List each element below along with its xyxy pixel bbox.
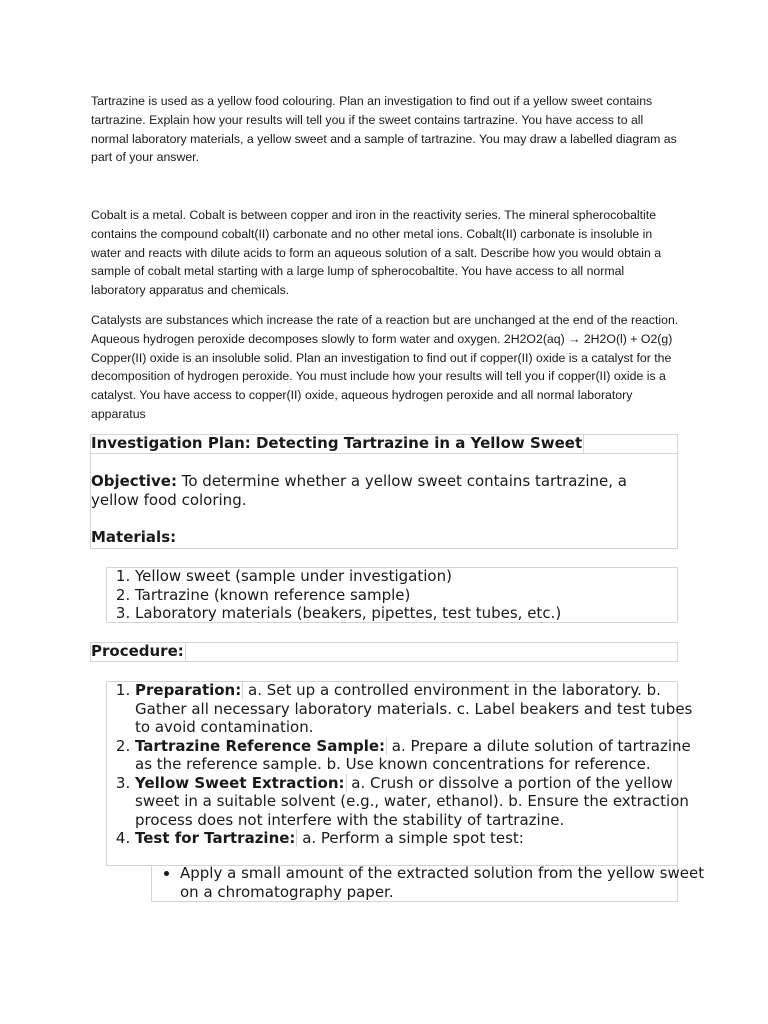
step-text: a. Perform a simple spot test:: [297, 829, 524, 847]
procedure-step: [135, 681, 705, 737]
question-tartrazine: Tartrazine is used as a yellow food colouring. Plan an investigation to find out if a yellow sweet contains tartrazine. Explain how your results will tell you if the sweet contains tartrazine. You have access to all normal laboratory materials, a yellow sweet and a sample of tartrazine. You may draw a labelled diagram as part of your answer.: [91, 94, 677, 165]
step-label: Yellow Sweet Extraction:: [135, 773, 345, 792]
step-label: Preparation:: [135, 681, 242, 699]
materials-heading: Materials:: [91, 528, 177, 546]
objective-paragraph: [91, 472, 676, 509]
step-text: a. Set up a controlled environment in the laboratory. b. Gather all necessary laboratory materials. c. Label beakers and test tubes to avoid contamination.: [135, 681, 693, 736]
question-cobalt: Cobalt is a metal. Cobalt is between copper and iron in the reactivity series. The mineral spherocobaltite contains the compound cobalt(II) carbonate and no other metal ions. Cobalt(II) carbonate is insoluble in water and reacts with dilute acids to form an aqueous solution of a salt. Describe how you would obtain a sample of cobalt metal starting with a large lump of spherocobaltite. You have access to all normal laboratory apparatus and chemicals.: [91, 208, 662, 298]
question-catalyst: Catalysts are substances which increase the rate of a reaction but are unchanged at the end of the reaction. Aqueous hydrogen peroxide decomposes slowly to form water and oxygen. 2H2O2(aq) → 2H2O(l) + O2(g) Copper(II) oxide is an insoluble solid. Plan an investigation to find out if copper(II) oxide is a catalyst for the decomposition of hydrogen peroxide. You must include how your results will tell you if copper(II) oxide is a catalyst. You have access to copper(II) oxide, aqueous hydrogen peroxide and all normal laboratory apparatus: [91, 313, 679, 421]
step-label: Test for Tartrazine:: [135, 829, 296, 847]
procedure-step: [135, 829, 705, 848]
materials-list: [106, 567, 705, 623]
objective-label: Objective:: [91, 472, 177, 490]
procedure-step: [135, 774, 705, 830]
list-item: 1. Yellow sweet (sample under investigation): [135, 567, 705, 586]
procedure-heading: Procedure:: [91, 642, 184, 660]
procedure-list: [106, 681, 705, 848]
list-item: 2. Tartrazine (known reference sample): [135, 586, 705, 605]
step-label: Tartrazine Reference Sample:: [135, 736, 386, 755]
procedure-step: [135, 737, 705, 774]
answer-title: Investigation Plan: Detecting Tartrazine in a Yellow Sweet: [91, 434, 583, 452]
objective-text: To determine whether a yellow sweet contains tartrazine, a yellow food coloring.: [91, 472, 627, 509]
step-text: a. Crush or dissolve a portion of the yellow sweet in a suitable solvent (e.g., water, ethanol). b. Ensure the extraction process does not interfere with the stability of tartrazine.: [135, 773, 689, 829]
step-text: a. Prepare a dilute solution of tartrazine as the reference sample. b. Use known concentrations for reference.: [135, 736, 691, 773]
spot-test-bullets: [151, 864, 706, 901]
list-item: 3. Laboratory materials (beakers, pipettes, test tubes, etc.): [135, 604, 705, 623]
bullet-item: • Apply a small amount of the extracted solution from the yellow sweet on a chromatography paper.: [180, 864, 706, 901]
